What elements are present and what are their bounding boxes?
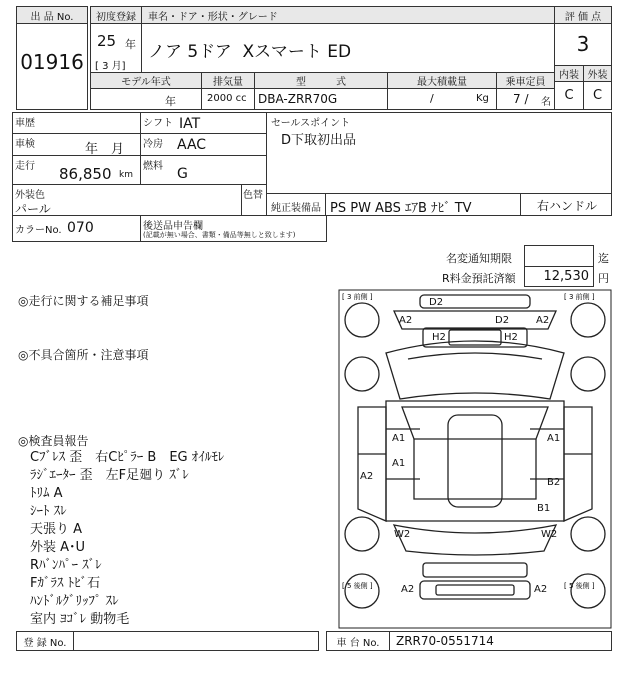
- after-items-note: (記載が無い場合、書類・備品等無しと致します): [143, 231, 296, 239]
- lot-number-label: 出 品 No.: [16, 6, 88, 24]
- inspector-report-line: ﾗｼﾞｴｰﾀｰ 歪 左F足廻り ｽﾞﾚ: [30, 468, 189, 483]
- defect-remarks-label: ◎不具合箇所・注意事項: [18, 348, 149, 362]
- model-year-label: モデル年式: [90, 72, 202, 89]
- color-label: 外装色: [15, 190, 45, 201]
- model-year-unit: 年: [165, 95, 176, 108]
- exterior-grade-label: 外装: [583, 65, 612, 82]
- damage-mark: A2: [534, 584, 548, 595]
- recolor-label: 色替: [243, 190, 263, 201]
- max-load-unit: Kg: [476, 93, 489, 104]
- after-items-cell: [140, 215, 327, 242]
- score-value: 3: [576, 32, 590, 56]
- chassis-number-cell: [389, 631, 612, 651]
- car-name: ノア 5ドア Xスマート ED: [148, 42, 352, 62]
- score-label: 評 価 点: [554, 6, 612, 24]
- lot-number: 01916: [20, 50, 84, 74]
- damage-mark: B1: [537, 503, 551, 514]
- registration-year-unit: 年: [125, 38, 136, 51]
- inspection-value: 年 月: [85, 142, 125, 157]
- diagram-corner-rear-left: [ 5 後側 ]: [342, 582, 373, 590]
- chassis-number: ZRR70-0551714: [396, 634, 494, 648]
- sales-point-cell: [266, 112, 612, 194]
- ac-label: 冷房: [143, 139, 163, 150]
- color-number: 070: [67, 220, 94, 236]
- notice-deadline-cell: [524, 245, 594, 267]
- displacement-label: 排気量: [201, 72, 255, 89]
- model-code: DBA-ZRR70G: [258, 92, 338, 106]
- model-code-cell: [254, 88, 388, 110]
- color-value: パール: [15, 202, 51, 216]
- inspector-report-line: 天張り A: [30, 522, 83, 537]
- inspector-report-line: 室内 ﾖｺﾞﾚ 動物毛: [30, 612, 130, 627]
- registration-number-label: 登 録 No.: [16, 631, 74, 651]
- equipment-value: PS PW ABS ｴｱB ﾅﾋﾞ TV: [330, 201, 472, 216]
- damage-mark: A1: [392, 433, 406, 444]
- ac-cell: [140, 133, 267, 156]
- max-load-cell: [387, 88, 497, 110]
- inspector-report-line: Fｶﾞﾗｽ ﾄﾋﾞ石: [30, 576, 101, 591]
- first-registration-cell: [90, 23, 142, 73]
- inspector-report-line: Rﾊﾞﾝﾊﾟｰ ｽﾞﾚ: [30, 558, 102, 573]
- damage-mark: D2: [495, 315, 510, 326]
- damage-mark: A2: [536, 315, 550, 326]
- car-name-cell: [141, 23, 555, 73]
- car-damage-diagram: [338, 289, 612, 629]
- inspector-report-line: ｼｰﾄ ｽﾚ: [30, 504, 67, 519]
- capacity-value: 7 /: [513, 92, 529, 106]
- inspector-report-line: 外装 A･U: [30, 540, 86, 555]
- displacement-cell: [201, 88, 255, 110]
- mileage-cell: [12, 155, 141, 185]
- registration-year: 25: [97, 32, 117, 50]
- chassis-number-label: 車 台 No.: [326, 631, 390, 651]
- handle-value: 右ハンドル: [537, 199, 598, 213]
- inspection-cell: [12, 133, 141, 156]
- inspector-report-line: ﾄﾘﾑ A: [30, 486, 63, 501]
- capacity-cell: [496, 88, 555, 110]
- damage-mark: A2: [401, 584, 415, 595]
- color-number-cell: [12, 215, 141, 242]
- color-cell: [12, 184, 242, 216]
- recycle-fee-value: 12,530: [543, 269, 589, 284]
- displacement-value: 2000 cc: [207, 93, 247, 104]
- mileage-value: 86,850: [59, 165, 112, 183]
- ac-value: AAC: [177, 137, 207, 153]
- model-code-label: 型 式: [254, 72, 388, 89]
- notice-deadline-label: 名変通知期限: [446, 252, 512, 265]
- equipment-cell: [325, 193, 521, 216]
- color-number-label: カラーNo.: [15, 225, 62, 236]
- lot-number-cell: [16, 23, 88, 110]
- driving-remarks-label: ◎走行に関する補足事項: [18, 294, 149, 308]
- max-load-label: 最大積載量: [387, 72, 497, 89]
- interior-grade: C: [554, 81, 584, 110]
- inspector-report-list: [30, 446, 320, 626]
- inspector-report-line: Cﾌﾞﾚｽ 歪 右Cﾋﾟﾗｰ B EG ｵｲﾙﾓﾚ: [30, 450, 225, 465]
- capacity-unit: 名: [541, 97, 551, 108]
- inspector-report-line: ﾊﾝﾄﾞﾙｸﾞﾘｯﾌﾟ ｽﾚ: [30, 594, 119, 609]
- recycle-fee-label: R料金預託済額: [442, 272, 516, 285]
- fuel-label: 燃料: [143, 161, 163, 172]
- damage-mark: A2: [360, 471, 374, 482]
- handle-cell: [520, 193, 612, 216]
- registration-number-cell: [73, 631, 319, 651]
- score-cell: [554, 23, 612, 66]
- max-load-separator: /: [430, 92, 434, 105]
- fuel-cell: [140, 155, 267, 185]
- first-registration-label: 初度登録: [90, 6, 142, 24]
- damage-mark: W2: [394, 529, 411, 540]
- shift-value: IAT: [179, 116, 201, 132]
- sales-point-text: D下取初出品: [281, 133, 357, 148]
- shift-label: シフト: [143, 118, 173, 129]
- damage-mark: D2: [429, 297, 444, 308]
- damage-mark: B2: [547, 477, 561, 488]
- model-year-cell: [90, 88, 202, 110]
- damage-mark: W2: [541, 529, 558, 540]
- history-label: 車歴: [15, 118, 35, 129]
- equipment-label-cell: [266, 193, 326, 216]
- damage-mark: H2: [432, 332, 446, 343]
- diagram-corner-front-right: [ 3 前側 ]: [564, 293, 595, 301]
- equipment-label: 純正装備品: [271, 203, 321, 214]
- diagram-corner-rear-right: [ 5 後側 ]: [564, 582, 595, 590]
- inspection-label: 車検: [15, 139, 35, 150]
- after-items-label: 後送品申告欄: [143, 221, 203, 232]
- mileage-label: 走行: [15, 161, 35, 172]
- damage-mark: A1: [392, 458, 406, 469]
- notice-deadline-unit: 迄: [598, 252, 609, 265]
- car-name-label: 車名・ドア・形状・グレード: [141, 6, 555, 24]
- capacity-label: 乗車定員: [496, 72, 555, 89]
- diagram-corner-front-left: [ 3 前側 ]: [342, 293, 373, 301]
- registration-month: [ 3 月]: [95, 61, 126, 72]
- recycle-fee-unit: 円: [598, 272, 609, 285]
- recolor-cell: [241, 184, 267, 216]
- fuel-value: G: [177, 166, 188, 182]
- shift-cell: [140, 112, 267, 134]
- mileage-unit: km: [119, 170, 133, 180]
- sales-point-label: セールスポイント: [271, 118, 351, 129]
- inspector-report-label: ◎検査員報告: [18, 434, 89, 448]
- damage-mark: A1: [547, 433, 561, 444]
- damage-mark: A2: [399, 315, 413, 326]
- interior-grade-label: 内装: [554, 65, 584, 82]
- history-cell: [12, 112, 141, 134]
- recycle-fee-cell: [524, 266, 594, 287]
- exterior-grade: C: [583, 81, 612, 110]
- damage-mark: H2: [504, 332, 518, 343]
